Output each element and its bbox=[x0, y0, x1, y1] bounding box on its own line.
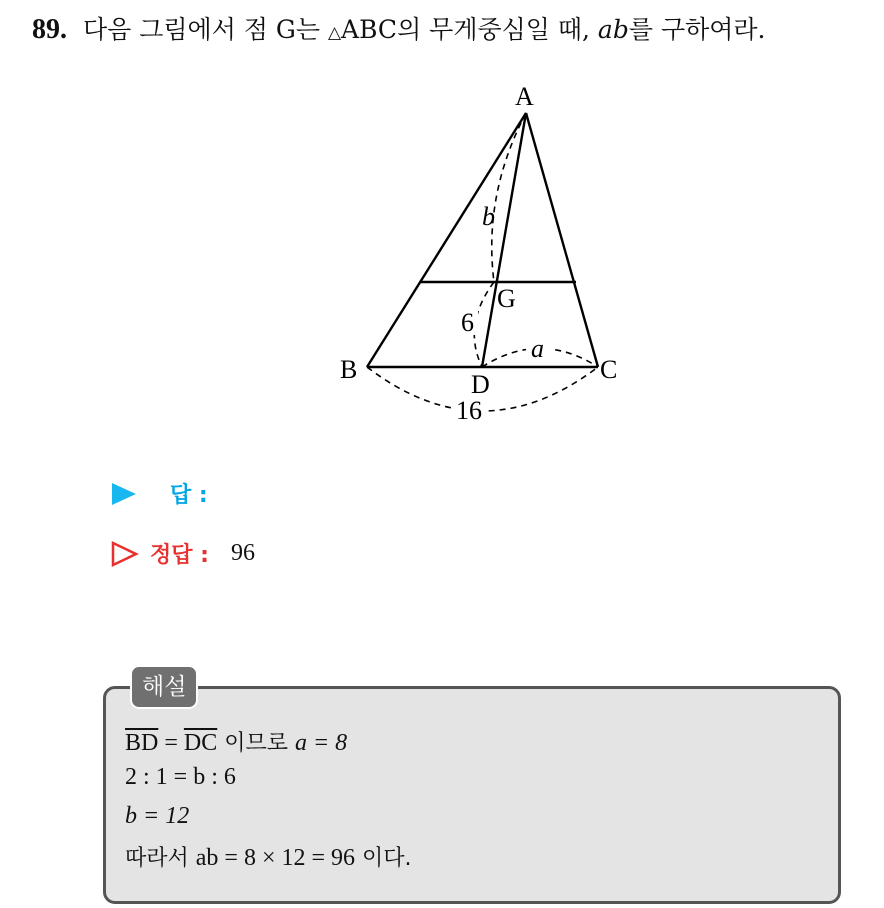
question-text-middle: 의 무게중심일 때, bbox=[397, 15, 598, 44]
segment-bd: $\overline{BD}$ bbox=[125, 730, 159, 756]
point-g-label: G bbox=[497, 284, 516, 313]
segment-b-label: b bbox=[482, 202, 495, 231]
vertex-a-label: A bbox=[515, 82, 534, 111]
solution-line-4-end: 이다. bbox=[355, 846, 412, 871]
correct-answer-value: 96 bbox=[230, 540, 255, 566]
segment-dc: $\overline{DC}$ bbox=[183, 730, 218, 756]
filled-triangle-icon bbox=[110, 480, 140, 508]
solution-line-1 bbox=[125, 726, 347, 757]
point-d-label: D bbox=[471, 370, 490, 399]
solution-line-4-math: ab = 8 × 12 = 96 bbox=[195, 845, 356, 871]
solution-line-1-kr: 이므로 bbox=[217, 731, 295, 756]
answer-label: 답 : bbox=[170, 483, 208, 508]
outline-triangle-icon bbox=[110, 540, 140, 568]
segment-16-label: 16 bbox=[456, 396, 482, 425]
median-ad bbox=[482, 113, 526, 367]
vertex-b-label: B bbox=[340, 355, 358, 384]
solution-line-2: 2 : 1 = b : 6 bbox=[125, 764, 236, 790]
answer-row bbox=[110, 478, 208, 509]
correct-answer-label: 정답 : bbox=[150, 543, 209, 568]
question-variable: ab bbox=[597, 15, 629, 44]
question-text-after: 를 구하여라. bbox=[628, 15, 766, 44]
solution-line-4-kr: 따라서 bbox=[125, 846, 196, 871]
question-text bbox=[32, 10, 766, 46]
segment-a-label: a bbox=[531, 334, 544, 363]
solution-line-1-math: a = 8 bbox=[294, 730, 348, 756]
vertex-c-label: C bbox=[600, 355, 618, 384]
solution-line-4 bbox=[125, 841, 412, 872]
solution-tag: 해설 bbox=[130, 665, 198, 709]
equals-sign: = bbox=[158, 730, 184, 756]
triangle-figure bbox=[320, 75, 640, 435]
triangle-symbol: △ bbox=[327, 23, 342, 43]
question-text-before: 다음 그림에서 점 G는 bbox=[83, 15, 328, 44]
side-ac bbox=[526, 113, 598, 367]
solution-line-3: b = 12 bbox=[125, 803, 190, 829]
triangle-name: ABC bbox=[341, 15, 398, 44]
correct-answer-row bbox=[110, 538, 255, 569]
segment-6-label: 6 bbox=[461, 308, 474, 337]
side-ab bbox=[367, 113, 526, 367]
question-number: 89. bbox=[32, 14, 67, 45]
